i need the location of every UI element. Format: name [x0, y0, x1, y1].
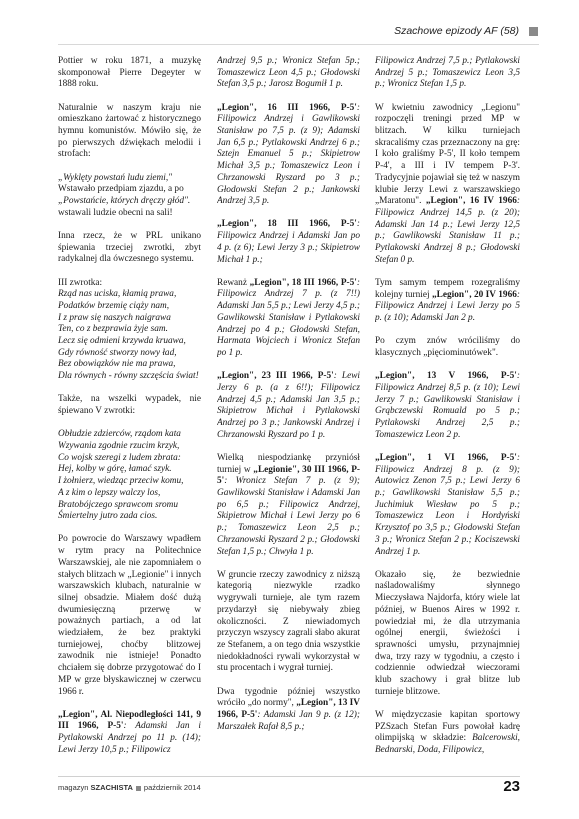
running-title: Szachowe epizody AF (58)	[394, 25, 519, 37]
tournament-heading: „Legion", 18 III 1966, P-5'	[249, 277, 357, 288]
footer-publication	[58, 783, 201, 792]
magazine-name: SZACHISTA	[90, 783, 133, 792]
verse-line: Ten, co z bezprawia żyje sam.	[58, 324, 168, 335]
article-body	[58, 56, 520, 773]
tournament-heading: „Legion", 13 IV 1966, P-5'	[217, 698, 360, 720]
tournament-standings: Filipowicz Andrzej 7,5 p.; Pytlakowski Andrzej 5 p.; Tomaszewicz Leon 3,5 p.; Wronicz Stefan 1,5 p.	[375, 56, 520, 90]
tournament-heading: „Legion", 13 V 1966, P-5'	[375, 371, 517, 382]
tournament-standings: : Filipowicz Andrzej 8 p. (z 9); Autowicz Zenon 7,5 p.; Lewi Jerzy 6 p.; Gawlikowski Stanisław 5,5 p.; Juchimiuk Wiesław po 5 p.; Tomaszewicz Leon i Hordyński Krzysztof po 3,5 p.; Głodowski Stefan 3 p.; Wronicz Stefan 2 p.; Kociszewski Andrzej 1 p.	[375, 452, 520, 557]
lead-text: Wielką niespodziankę przyniósł turniej w	[217, 452, 360, 475]
paragraph: Po czym znów wróciliśmy do klasycznych „pięciominutówek".	[375, 336, 520, 358]
header-rule	[58, 44, 539, 45]
verse-line: Obłudzie zdzierców, rządom kata	[58, 429, 181, 440]
paragraph: Inna rzecz, że w PRL unikano śpiewania trzeciej zwrotki, zbyt radykalnej dla ówczesnego systemu.	[58, 230, 201, 265]
tournament-standings: : Adamski Jan 9 p. (z 12); Marszałek Rafał 8,5 p.;	[217, 709, 360, 732]
lead-text: Tym samym tempem rozegraliśmy kolejny turniej	[375, 277, 520, 300]
olympic-squad-names: Balcerowski, Bednarski, Doda, Filipowicz,	[375, 733, 520, 756]
paragraph: W gruncie rzeczy zawodnicy z niższą kategorią niezwykle rzadko wygrywali turnieje, ale tym razem przydarzył się niebywały zbieg okoliczności. Z niewiadomych przyczyn wszyscy zagrali słabo akurat ze Stefanem, a on tego dnia wszystkie niedokładności rywali wykorzystał w stu procentach i wygrał turniej.	[217, 569, 360, 674]
paragraph: Po powrocie do Warszawy wpadłem w rytm pracy na Politechnice Warszawskiej, ale nie zapomniałem o stałych blitzach w „Legionie" i innych warszawskich klubach, naturalnie w silnej obsadzie. Miałem dość dużą dwumiesięczną przerwę w poważnych partiach, a od lat wiedziałem, że bez praktyki turniejowej, choćby blitzowej zawodnik nie istnieje! Ponadto chciałem się dobrze przygotować do I MP w grze błyskawicznej w czerwcu 1966 r.	[58, 534, 201, 697]
verse-line: Rząd nas uciska, kłamią prawa,	[58, 289, 177, 300]
verse-line: „Powstańcie, których dręczy głód".	[58, 196, 191, 207]
verse-line: „Wyklęty powstań ludu ziemi,"	[58, 172, 173, 183]
column-1	[58, 56, 201, 773]
verse-line: wstawali ludzie obecni na sali!	[58, 207, 173, 218]
tournament-heading: „Legion", 20 IV 1966	[432, 289, 517, 300]
verse-line: Bratobójczego sprawcom sromu	[58, 499, 178, 510]
verse-line: Lecz się odmieni krzywda kruawa,	[58, 336, 186, 347]
tournament-result	[375, 453, 520, 558]
page-number: 23	[503, 778, 520, 795]
tournament-standings: : Filipowicz Andrzej i Gawlikowski Stanisław po 7,5 p. (z 9); Adamski Jan 6,5 p.; Pytlakowski Andrzej 6 p.; Sztejn Emanuel 5 p.; Skipietrow Michał 3,5 p.; Tomaszewicz Leon i Chrzanowski Ryszard po 3 p.; Głodowski Stefan 2 p.; Jankowski Andrzej 3,5 p.	[217, 102, 360, 207]
issue-date: październik 2014	[143, 783, 201, 792]
tournament-heading: „Legion", 1 VI 1966, P-5'	[375, 452, 517, 463]
column-2	[217, 56, 360, 773]
verse-line: Gdy równość stworzy nowy ład,	[58, 347, 177, 358]
verse-line: Co wojsk szeregi z ludem zbrata:	[58, 452, 181, 463]
lead-text: W międzyczasie kapitan sportowy PZSzach Stefan Furs powołał kadrę olimpijską w składzie:	[375, 709, 520, 744]
tournament-result	[217, 687, 360, 734]
header-square-mark	[529, 27, 538, 36]
verse-line: Bez obowiązków nie ma prawa,	[58, 359, 176, 370]
tournament-heading: „Legion", 16 IV 1966	[425, 196, 517, 207]
tournament-result	[375, 103, 520, 267]
tournament-date: 9 III 1966, P-5'	[58, 709, 201, 732]
paragraph: Pottier w roku 1871, a muzykę skomponował Pierre Degeyter w 1888 roku.	[58, 56, 201, 90]
verse-heading: III zwrotka:	[58, 277, 103, 288]
tournament-standings: : Filipowicz Andrzej i Lewi Jerzy po 5 p. (z 10); Adamski Jan 2 p.	[375, 289, 520, 324]
verse-line: Wzywania zgodnie rzucim krzyk,	[58, 440, 180, 451]
tournament-standings: : Filipowicz Andrzej 14,5 p. (z 20); Adamski Jan 14 p.; Lewi Jerzy 12,5 p.; Gawlikowski Stanisław 11 p.; Pytlakowski Andrzej 8 p.; Głodowski Stefan 0 p.	[375, 196, 520, 265]
tournament-standings: : Wronicz Stefan 7 p. (z 9); Gawlikowski Stanisław i Adamski Jan po 6,5 p.; Filipowicz Andrzej, Skipietrow Michał i Lewi Jerzy po 6 p.; Tomaszewicz Leon 2,5 p.; Chrzanowski Ryszard 2 p.; Głodowski Stefan 1,5 p.; Chwyła 1 p.	[217, 476, 360, 557]
verse-line: Hej, kolby w górę, łamać szyk.	[58, 464, 172, 475]
lead-text: Dwa tygodnie później wszystko wróciło „do normy",	[217, 686, 360, 709]
tournament-result	[58, 710, 201, 757]
tournament-standings: : Filipowicz Andrzej 7 p. (z 7!!) Adamski Jan 5,5 p.; Lewi Jerzy 4,5 p.; Gawlikowski Stanisław i Pytlakowski Andrzej po 4 p.; Głodowski Stefan, Harmata Wojciech i Wronicz Stefan po 1 p.	[217, 277, 360, 358]
verse-line: I żołnierz, wiedząc przeciw komu,	[58, 476, 184, 487]
lead-text: W kwietniu zawodnicy „Legionu" rozpoczęli treningi przed MP w blitzach. W kilku turniejach skracaliśmy czas przeznaczony na grę: I koło graliśmy P-5', II koło tempem P-4', a III i IV tempem P-3'. Tradycyjnie pojawiał się też w naszym klubie Jerzy Lewi z warszawskiego „Maratonu".	[375, 102, 520, 207]
verse-line: Dla równych - równy szczęścia świat!	[58, 371, 199, 382]
tournament-result	[217, 453, 360, 558]
tournament-result	[217, 371, 360, 441]
column-3	[375, 56, 520, 773]
lead-text: Rewanż	[217, 277, 250, 288]
tournament-standings: : Filipowicz Andrzej i Adamski Jan po 4 p. (z 6); Lewi Jerzy 3 p.; Skipietrow Michał 1 p.;	[217, 219, 360, 265]
tournament-standings: : Filipowicz Andrzej 8,5 p. (z 10); Lewi Jerzy 7 p.; Gawlikowski Stanisław i Grąbczewski Romuald po 5 p.; Pytlakowski Andrzej 2,5 p.; Tomaszewicz Leon 2 p.	[375, 371, 520, 440]
verse-block	[58, 278, 201, 383]
verse-line: Śmiertelny jutro zada cios.	[58, 511, 158, 522]
tournament-heading: „Legion", 16 III 1966, P-5'	[217, 102, 357, 113]
paragraph	[375, 710, 520, 757]
footer-separator	[136, 786, 141, 791]
verse-block	[58, 429, 201, 523]
tournament-result	[375, 278, 520, 325]
paragraph: Naturalnie w naszym kraju nie omieszkano żartować z historycznego hymnu komunistów. Mówiło się, że po pierwszych dźwiękach melodii i strofach:	[58, 102, 201, 160]
page-footer	[58, 776, 520, 796]
page-header	[0, 20, 579, 46]
tournament-standings: : Adamski Jan i Pytlakowski Andrzej po 11 p. (14); Lewi Jerzy 10,5 p.; Filipowicz	[58, 721, 201, 755]
tournament-heading: „Legion", 18 III 1966, P-5'	[217, 219, 357, 230]
verse-line: I z praw się naszych naigrawa	[58, 312, 171, 323]
tournament-result	[217, 219, 360, 266]
verse-line: Wstawało przedpiam zjazdu, a po	[58, 184, 184, 195]
tournament-heading: „Legionie", 30 III 1966, P-5'	[217, 464, 360, 487]
magazine-prefix: magazyn	[58, 783, 89, 792]
verse-line: Podatków brzemię ciąży nam,	[58, 300, 170, 311]
tournament-result	[217, 278, 360, 360]
paragraph: Okazało się, że bezwiednie naśladowaliśmy słynnego Mieczysława Najdorfa, który wiele lat później, w Buenos Aires w 1992 r. powiedział mi, że dla utrzymania ogólnej energii, świeżości i sprawności umysłu, przynajmniej dwa, trzy razy w tygodniu, a często i codziennie odwiedzał wieczorami klub szachowy i grał blitze lub turnieje blitzowe.	[375, 569, 520, 697]
tournament-heading: „Legion", 23 III 1966, P-5'	[217, 371, 334, 382]
tournament-standings: Andrzej 9,5 p.; Wronicz Stefan 5p.; Tomaszewicz Leon 4,5 p.; Głodowski Stefan 3,5 p.; Jarosz Bogumił 1 p.	[217, 56, 360, 90]
verse-block	[58, 173, 201, 220]
verse-line: A z kim o lepszy walczy los,	[58, 487, 161, 498]
tournament-venue: „Legion", Al. Niepodległości 141,	[58, 709, 197, 720]
tournament-result	[217, 103, 360, 208]
tournament-standings: : Lewi Jerzy 6 p. (a z 6!!); Filipowicz Andrzej 4,5 p.; Adamski Jan 3,5 p.; Skipietrow Michał i Pytlakowski Andrzej po 3 p.; Jankowski Andrzej i Chrzanowski Ryszard po 1 p.	[217, 371, 360, 440]
paragraph: Także, na wszelki wypadek, nie śpiewano V zwrotki:	[58, 394, 201, 417]
tournament-result	[375, 371, 520, 441]
footer-rule	[58, 776, 520, 777]
